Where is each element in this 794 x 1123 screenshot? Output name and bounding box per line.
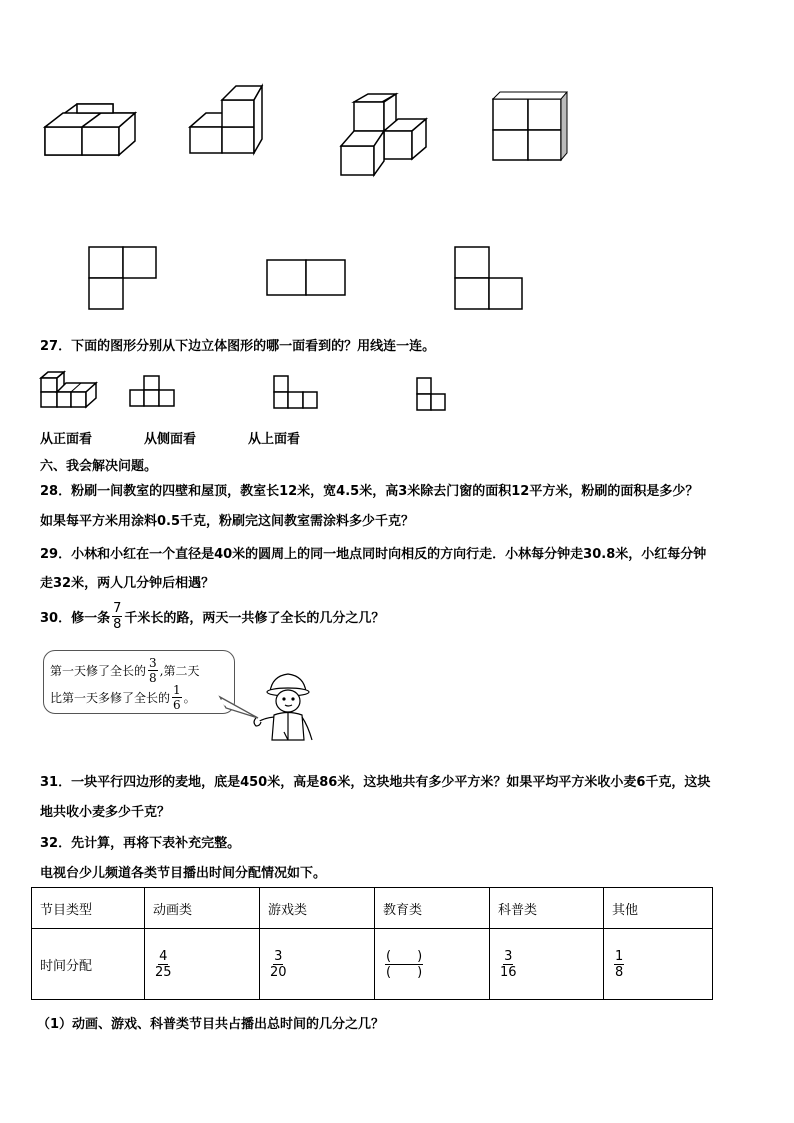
bubble-row1-post: ,第二天 xyxy=(159,664,200,678)
table-fraction-cell xyxy=(260,929,375,1000)
bubble-row2-post: 。 xyxy=(183,691,196,705)
q30-numerator: 7 xyxy=(113,601,122,616)
table-fraction-cell-blank xyxy=(375,929,490,1000)
table-header-cell: 科普类 xyxy=(490,888,604,929)
question-28-line1: 28．粉刷一间教室的四壁和屋顶，教室长12米，宽4.5米，高3米除去门窗的面积12平方米，粉刷的面积是多少？ xyxy=(40,484,699,499)
bubble-row1-pre: 第一天修了全长的 xyxy=(50,664,147,678)
section-six-heading: 六、我会解决问题。 xyxy=(40,459,158,474)
bubble-row2-pre: 比第一天多修了全长的 xyxy=(50,691,171,705)
q30-suffix: 千米长的路，两天一共修了全长的几分之几？ xyxy=(124,611,385,626)
table-caption: 电视台少儿频道各类节目播出时间分配情况如下。 xyxy=(40,866,327,881)
table-header-cell: 其他 xyxy=(604,888,713,929)
bubble-frac1-den: 8 xyxy=(149,671,157,685)
question-31-line1: 31．一块平行四边形的麦地，底是450米，高是86米，这块地共有多少平方米？如果平均平方米收小麦6千克，这块 xyxy=(40,775,711,790)
fraction-numerator: 3 xyxy=(274,948,283,964)
fraction-denominator: 16 xyxy=(500,964,517,980)
blank-denominator[interactable]: ( ) xyxy=(386,964,423,980)
fraction-numerator: 4 xyxy=(159,948,168,964)
fraction-numerator: 1 xyxy=(615,948,624,964)
bubble-frac2-num: 1 xyxy=(173,683,181,697)
view-label-front: 从正面看 xyxy=(40,432,93,447)
question-28-line2: 如果每平方米用涂料0.5千克，粉刷完这间教室需涂料多少千克？ xyxy=(40,514,415,529)
bubble-frac2-den: 6 xyxy=(173,698,181,712)
table-header-cell: 节目类型 xyxy=(32,888,145,929)
table-value-row xyxy=(32,929,713,1000)
table-fraction-cell xyxy=(604,929,713,1000)
table-header-row xyxy=(32,888,713,929)
table-fraction-cell xyxy=(145,929,260,1000)
fraction-denominator: 20 xyxy=(270,964,287,980)
bubble-frac1-num: 3 xyxy=(149,656,157,670)
question-31-line2: 地共收小麦多少千克？ xyxy=(40,805,171,820)
q30-denominator: 8 xyxy=(113,617,122,632)
question-27: 27．下面的图形分别从下边立体图形的哪一面看到的？用线连一连。 xyxy=(40,339,436,354)
time-allocation-table xyxy=(31,887,713,1000)
question-29-line2: 走32米，两人几分钟后相遇？ xyxy=(40,576,215,591)
view-label-side: 从侧面看 xyxy=(144,432,197,447)
blank-numerator[interactable]: ( ) xyxy=(386,948,423,964)
question-29-line1: 29．小林和小红在一个直径是40米的圆周上的同一地点同时向相反的方向行走．小林每分钟走30.8米，小红每分钟 xyxy=(40,547,707,562)
question-32: 32．先计算，再将下表补充完整。 xyxy=(40,836,241,851)
fraction-numerator: 3 xyxy=(504,948,513,964)
q30-prefix: 30．修一条 xyxy=(40,611,111,626)
view-label-top: 从上面看 xyxy=(248,432,301,447)
table-header-cell: 教育类 xyxy=(375,888,490,929)
fraction-denominator: 8 xyxy=(615,964,624,980)
fraction-denominator: 25 xyxy=(155,964,172,980)
table-fraction-cell xyxy=(490,929,604,1000)
table-header-cell: 动画类 xyxy=(145,888,260,929)
table-row-label: 时间分配 xyxy=(32,929,145,1000)
table-header-cell: 游戏类 xyxy=(260,888,375,929)
question-32-sub1: （1）动画、游戏、科普类节目共占播出总时间的几分之几？ xyxy=(37,1017,385,1032)
